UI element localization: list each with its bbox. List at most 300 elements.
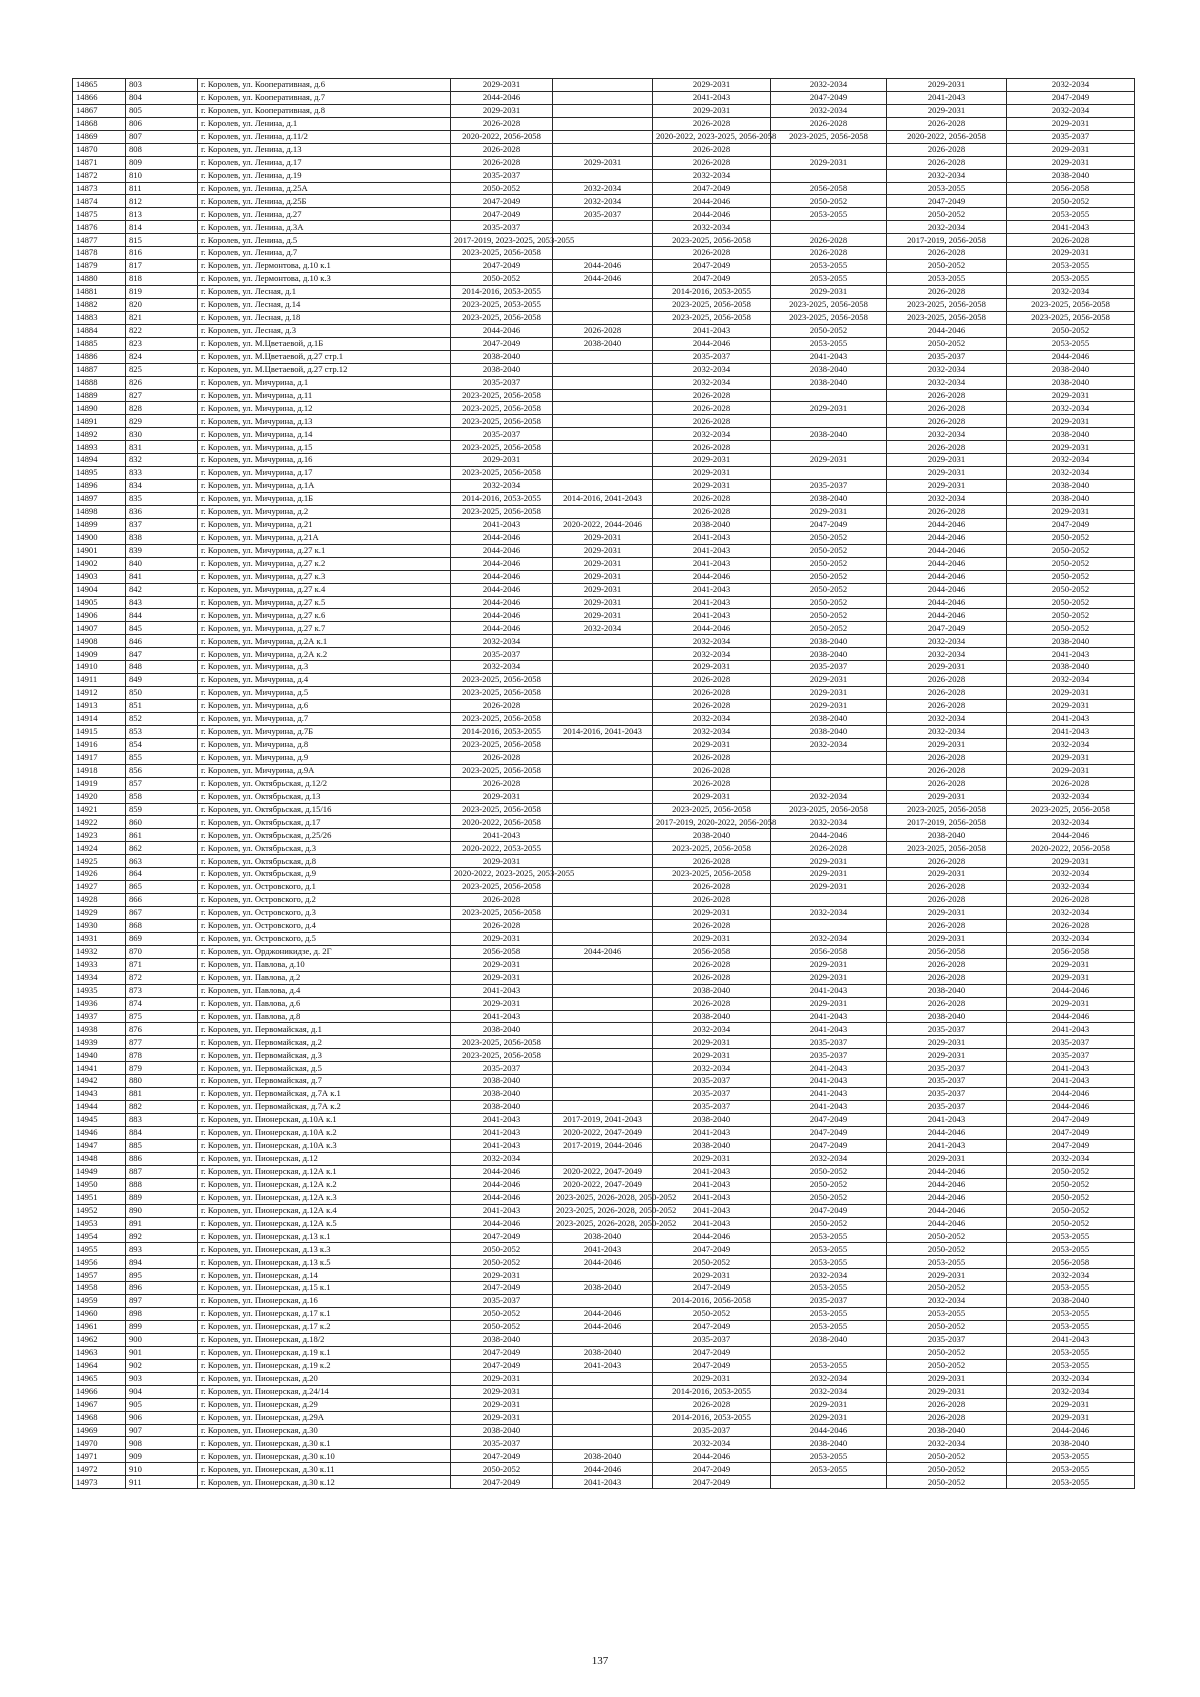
table-row	[73, 919, 1135, 932]
period-3-cell: 2026-2028	[653, 415, 771, 428]
row-number-cell: 14891	[73, 415, 126, 428]
period-4-cell: 2044-2046	[771, 829, 887, 842]
period-2-cell	[553, 881, 653, 894]
period-1-cell: 2041-2043	[451, 1114, 553, 1127]
period-3-cell: 2026-2028	[653, 971, 771, 984]
row-number-cell: 14904	[73, 583, 126, 596]
period-4-cell: 2056-2058	[771, 182, 887, 195]
row-number-cell: 14941	[73, 1062, 126, 1075]
period-1-cell: 2029-2031	[451, 958, 553, 971]
period-6-cell: 2047-2049	[1007, 518, 1135, 531]
table-row	[73, 712, 1135, 725]
address-cell: г. Королев, ул. Мичурина, д.9	[198, 751, 451, 764]
table-row	[73, 1023, 1135, 1036]
period-2-cell	[553, 1424, 653, 1437]
period-3-cell: 2047-2049	[653, 1346, 771, 1359]
period-5-cell: 2053-2055	[887, 273, 1007, 286]
period-2-cell: 2044-2046	[553, 1256, 653, 1269]
period-4-cell: 2050-2052	[771, 622, 887, 635]
period-2-cell	[553, 1372, 653, 1385]
period-1-cell: 2026-2028	[451, 117, 553, 130]
address-cell: г. Королев, ул. Мичурина, д.27 к.3	[198, 570, 451, 583]
address-cell: г. Королев, ул. Лермонтова, д.10 к.1	[198, 260, 451, 273]
period-5-cell: 2026-2028	[887, 751, 1007, 764]
period-6-cell: 2029-2031	[1007, 687, 1135, 700]
period-2-cell: 2044-2046	[553, 945, 653, 958]
period-6-cell: 2032-2034	[1007, 674, 1135, 687]
period-5-cell: 2050-2052	[887, 337, 1007, 350]
period-2-cell	[553, 816, 653, 829]
row-number-cell: 14926	[73, 868, 126, 881]
period-6-cell: 2047-2049	[1007, 1126, 1135, 1139]
period-5-cell: 2026-2028	[887, 958, 1007, 971]
period-4-cell: 2023-2025, 2056-2058	[771, 311, 887, 324]
period-2-cell	[553, 1075, 653, 1088]
period-1-cell: 2014-2016, 2053-2055	[451, 493, 553, 506]
period-4-cell: 2029-2031	[771, 1411, 887, 1424]
period-4-cell	[771, 1476, 887, 1489]
period-1-cell: 2041-2043	[451, 1204, 553, 1217]
period-1-cell: 2026-2028	[451, 894, 553, 907]
period-5-cell: 2026-2028	[887, 674, 1007, 687]
row-number-cell: 14932	[73, 945, 126, 958]
table-row	[73, 143, 1135, 156]
entry-number-cell: 880	[126, 1075, 198, 1088]
table-row	[73, 91, 1135, 104]
entry-number-cell: 832	[126, 454, 198, 467]
table-row	[73, 1424, 1135, 1437]
address-cell: г. Королев, ул. Пионерская, д.12А к.4	[198, 1204, 451, 1217]
period-2-cell	[553, 803, 653, 816]
period-4-cell: 2038-2040	[771, 648, 887, 661]
row-number-cell: 14936	[73, 997, 126, 1010]
period-6-cell: 2020-2022, 2056-2058	[1007, 842, 1135, 855]
period-6-cell: 2053-2055	[1007, 260, 1135, 273]
period-6-cell: 2050-2052	[1007, 622, 1135, 635]
period-4-cell: 2050-2052	[771, 531, 887, 544]
period-3-cell: 2041-2043	[653, 609, 771, 622]
entry-number-cell: 831	[126, 441, 198, 454]
table-row	[73, 1114, 1135, 1127]
period-3-cell: 2014-2016, 2056-2058	[653, 1295, 771, 1308]
period-4-cell: 2029-2031	[771, 687, 887, 700]
period-3-cell: 2044-2046	[653, 1450, 771, 1463]
period-2-cell: 2032-2034	[553, 182, 653, 195]
table-row	[73, 1450, 1135, 1463]
period-6-cell: 2041-2043	[1007, 1333, 1135, 1346]
period-1-cell: 2050-2052	[451, 1463, 553, 1476]
period-5-cell: 2032-2034	[887, 169, 1007, 182]
address-cell: г. Королев, ул. Павлова, д.6	[198, 997, 451, 1010]
row-number-cell: 14928	[73, 894, 126, 907]
row-number-cell: 14916	[73, 738, 126, 751]
period-2-cell: 2029-2031	[553, 156, 653, 169]
table-row	[73, 130, 1135, 143]
period-4-cell: 2050-2052	[771, 583, 887, 596]
period-1-cell: 2023-2025, 2056-2058	[451, 1036, 553, 1049]
address-cell: г. Королев, ул. Пионерская, д.19 к.2	[198, 1359, 451, 1372]
period-6-cell: 2029-2031	[1007, 415, 1135, 428]
row-number-cell: 14943	[73, 1088, 126, 1101]
period-4-cell: 2050-2052	[771, 324, 887, 337]
table-row	[73, 1204, 1135, 1217]
address-cell: г. Королев, ул. Мичурина, д.27 к.5	[198, 596, 451, 609]
period-6-cell: 2053-2055	[1007, 1476, 1135, 1489]
entry-number-cell: 870	[126, 945, 198, 958]
period-2-cell	[553, 350, 653, 363]
row-number-cell: 14950	[73, 1178, 126, 1191]
period-1-cell: 2023-2025, 2056-2058	[451, 803, 553, 816]
period-3-cell: 2026-2028	[653, 687, 771, 700]
row-number-cell: 14898	[73, 505, 126, 518]
table-row	[73, 182, 1135, 195]
row-number-cell: 14905	[73, 596, 126, 609]
address-cell: г. Королев, ул. Октябрьская, д.13	[198, 790, 451, 803]
period-3-cell: 2050-2052	[653, 1256, 771, 1269]
period-5-cell: 2035-2037	[887, 1101, 1007, 1114]
entry-number-cell: 862	[126, 842, 198, 855]
entry-number-cell: 861	[126, 829, 198, 842]
row-number-cell: 14882	[73, 298, 126, 311]
row-number-cell: 14920	[73, 790, 126, 803]
period-2-cell	[553, 169, 653, 182]
entry-number-cell: 835	[126, 493, 198, 506]
row-number-cell: 14948	[73, 1152, 126, 1165]
period-6-cell: 2032-2034	[1007, 104, 1135, 117]
period-6-cell: 2032-2034	[1007, 467, 1135, 480]
row-number-cell: 14866	[73, 91, 126, 104]
table-row	[73, 221, 1135, 234]
period-3-cell: 2026-2028	[653, 402, 771, 415]
table-row	[73, 881, 1135, 894]
period-1-cell: 2035-2037	[451, 428, 553, 441]
period-5-cell: 2044-2046	[887, 324, 1007, 337]
row-number-cell: 14909	[73, 648, 126, 661]
period-6-cell: 2050-2052	[1007, 531, 1135, 544]
period-6-cell: 2035-2037	[1007, 1036, 1135, 1049]
period-3-cell: 2026-2028	[653, 389, 771, 402]
period-5-cell: 2026-2028	[887, 286, 1007, 299]
period-3-cell: 2029-2031	[653, 907, 771, 920]
period-5-cell: 2041-2043	[887, 91, 1007, 104]
row-number-cell: 14871	[73, 156, 126, 169]
period-4-cell: 2029-2031	[771, 674, 887, 687]
period-1-cell: 2047-2049	[451, 1230, 553, 1243]
address-cell: г. Королев, ул. Пионерская, д.30 к.1	[198, 1437, 451, 1450]
period-2-cell	[553, 661, 653, 674]
period-3-cell: 2026-2028	[653, 881, 771, 894]
address-cell: г. Королев, ул. Кооперативная, д.6	[198, 79, 451, 92]
period-2-cell	[553, 1036, 653, 1049]
period-6-cell: 2050-2052	[1007, 1165, 1135, 1178]
period-5-cell: 2032-2034	[887, 428, 1007, 441]
table-row	[73, 1463, 1135, 1476]
entry-number-cell: 851	[126, 700, 198, 713]
address-cell: г. Королев, ул. Пионерская, д.12А к.1	[198, 1165, 451, 1178]
table-row	[73, 324, 1135, 337]
period-3-cell: 2038-2040	[653, 1114, 771, 1127]
period-6-cell: 2032-2034	[1007, 1372, 1135, 1385]
period-6-cell: 2038-2040	[1007, 1295, 1135, 1308]
row-number-cell: 14964	[73, 1359, 126, 1372]
entry-number-cell: 887	[126, 1165, 198, 1178]
period-6-cell: 2053-2055	[1007, 1346, 1135, 1359]
period-3-cell: 2041-2043	[653, 324, 771, 337]
address-cell: г. Королев, ул. Мичурина, д.11	[198, 389, 451, 402]
period-1-cell: 2029-2031	[451, 971, 553, 984]
period-4-cell: 2035-2037	[771, 1295, 887, 1308]
address-cell: г. Королев, ул. М.Цветаевой, д.27 стр.12	[198, 363, 451, 376]
address-cell: г. Королев, ул. Пионерская, д.13 к.3	[198, 1243, 451, 1256]
period-1-cell: 2047-2049	[451, 260, 553, 273]
period-5-cell: 2026-2028	[887, 777, 1007, 790]
period-5-cell: 2029-2031	[887, 932, 1007, 945]
period-4-cell: 2023-2025, 2056-2058	[771, 130, 887, 143]
period-5-cell: 2044-2046	[887, 1204, 1007, 1217]
period-6-cell: 2050-2052	[1007, 544, 1135, 557]
period-2-cell	[553, 363, 653, 376]
period-1-cell: 2023-2025, 2056-2058	[451, 402, 553, 415]
period-4-cell: 2029-2031	[771, 505, 887, 518]
period-2-cell	[553, 751, 653, 764]
period-4-cell: 2029-2031	[771, 1398, 887, 1411]
row-number-cell: 14915	[73, 725, 126, 738]
entry-number-cell: 810	[126, 169, 198, 182]
period-1-cell: 2044-2046	[451, 531, 553, 544]
address-cell: г. Королев, ул. Пионерская, д.16	[198, 1295, 451, 1308]
address-cell: г. Королев, ул. Первомайская, д.2	[198, 1036, 451, 1049]
period-5-cell: 2044-2046	[887, 1217, 1007, 1230]
period-1-cell: 2023-2025, 2056-2058	[451, 415, 553, 428]
period-2-cell	[553, 1411, 653, 1424]
period-2-cell	[553, 777, 653, 790]
row-number-cell: 14947	[73, 1139, 126, 1152]
entry-number-cell: 909	[126, 1450, 198, 1463]
row-number-cell: 14880	[73, 273, 126, 286]
row-number-cell: 14899	[73, 518, 126, 531]
table-row	[73, 1295, 1135, 1308]
row-number-cell: 14968	[73, 1411, 126, 1424]
period-2-cell	[553, 790, 653, 803]
period-2-cell: 2032-2034	[553, 195, 653, 208]
address-cell: г. Королев, ул. Пионерская, д.24/14	[198, 1385, 451, 1398]
period-3-cell: 2044-2046	[653, 1230, 771, 1243]
period-4-cell: 2029-2031	[771, 958, 887, 971]
address-cell: г. Королев, ул. Мичурина, д.13	[198, 415, 451, 428]
period-4-cell: 2032-2034	[771, 907, 887, 920]
period-5-cell: 2020-2022, 2056-2058	[887, 130, 1007, 143]
period-3-cell: 2041-2043	[653, 1204, 771, 1217]
row-number-cell: 14917	[73, 751, 126, 764]
entry-number-cell: 815	[126, 234, 198, 247]
period-4-cell: 2050-2052	[771, 596, 887, 609]
entry-number-cell: 868	[126, 919, 198, 932]
address-cell: г. Королев, ул. Лесная, д.1	[198, 286, 451, 299]
row-number-cell: 14907	[73, 622, 126, 635]
period-2-cell: 2023-2025, 2026-2028, 2050-2052	[553, 1191, 653, 1204]
address-cell: г. Королев, ул. Мичурина, д.27 к.6	[198, 609, 451, 622]
period-3-cell: 2041-2043	[653, 1217, 771, 1230]
entry-number-cell: 890	[126, 1204, 198, 1217]
period-2-cell: 2029-2031	[553, 596, 653, 609]
entry-number-cell: 869	[126, 932, 198, 945]
period-4-cell	[771, 919, 887, 932]
table-row	[73, 557, 1135, 570]
address-cell: г. Королев, ул. Мичурина, д.9А	[198, 764, 451, 777]
entry-number-cell: 858	[126, 790, 198, 803]
period-4-cell: 2044-2046	[771, 1424, 887, 1437]
period-4-cell: 2050-2052	[771, 609, 887, 622]
entry-number-cell: 893	[126, 1243, 198, 1256]
period-2-cell	[553, 1398, 653, 1411]
period-5-cell: 2038-2040	[887, 984, 1007, 997]
period-5-cell: 2026-2028	[887, 855, 1007, 868]
period-6-cell: 2032-2034	[1007, 881, 1135, 894]
entry-number-cell: 900	[126, 1333, 198, 1346]
period-6-cell: 2032-2034	[1007, 1152, 1135, 1165]
period-2-cell	[553, 104, 653, 117]
row-number-cell: 14935	[73, 984, 126, 997]
row-number-cell: 14892	[73, 428, 126, 441]
entry-number-cell: 848	[126, 661, 198, 674]
address-cell: г. Королев, ул. Мичурина, д.21	[198, 518, 451, 531]
period-2-cell	[553, 855, 653, 868]
period-2-cell: 2029-2031	[553, 544, 653, 557]
address-cell: г. Королев, ул. Ленина, д.25Б	[198, 195, 451, 208]
address-cell: г. Королев, ул. Пионерская, д.10А к.3	[198, 1139, 451, 1152]
period-1-cell: 2029-2031	[451, 79, 553, 92]
table-row	[73, 1139, 1135, 1152]
address-cell: г. Королев, ул. Первомайская, д.5	[198, 1062, 451, 1075]
period-4-cell: 2047-2049	[771, 1139, 887, 1152]
entry-number-cell: 812	[126, 195, 198, 208]
period-6-cell: 2029-2031	[1007, 1411, 1135, 1424]
period-4-cell: 2035-2037	[771, 1036, 887, 1049]
period-6-cell: 2041-2043	[1007, 1062, 1135, 1075]
period-5-cell: 2041-2043	[887, 1139, 1007, 1152]
period-3-cell: 2047-2049	[653, 1359, 771, 1372]
period-4-cell: 2038-2040	[771, 363, 887, 376]
period-5-cell: 2044-2046	[887, 1178, 1007, 1191]
period-4-cell: 2041-2043	[771, 350, 887, 363]
row-number-cell: 14901	[73, 544, 126, 557]
entry-number-cell: 903	[126, 1372, 198, 1385]
address-cell: г. Королев, ул. Ленина, д.3А	[198, 221, 451, 234]
table-row	[73, 79, 1135, 92]
row-number-cell: 14966	[73, 1385, 126, 1398]
period-4-cell	[771, 415, 887, 428]
period-3-cell: 2032-2034	[653, 712, 771, 725]
period-5-cell: 2035-2037	[887, 1088, 1007, 1101]
row-number-cell: 14972	[73, 1463, 126, 1476]
period-5-cell: 2032-2034	[887, 712, 1007, 725]
period-1-cell: 2029-2031	[451, 932, 553, 945]
period-6-cell: 2041-2043	[1007, 725, 1135, 738]
period-2-cell: 2038-2040	[553, 1230, 653, 1243]
address-cell: г. Королев, ул. Пионерская, д.30	[198, 1424, 451, 1437]
table-row	[73, 842, 1135, 855]
period-4-cell: 2029-2031	[771, 971, 887, 984]
period-2-cell	[553, 79, 653, 92]
period-1-cell: 2029-2031	[451, 1398, 553, 1411]
period-6-cell: 2041-2043	[1007, 1075, 1135, 1088]
period-1-cell: 2023-2025, 2056-2058	[451, 441, 553, 454]
row-number-cell: 14970	[73, 1437, 126, 1450]
period-5-cell: 2047-2049	[887, 622, 1007, 635]
period-2-cell	[553, 907, 653, 920]
row-number-cell: 14930	[73, 919, 126, 932]
period-1-cell: 2044-2046	[451, 570, 553, 583]
period-4-cell: 2038-2040	[771, 376, 887, 389]
period-6-cell: 2029-2031	[1007, 971, 1135, 984]
table-row	[73, 1333, 1135, 1346]
period-3-cell: 2026-2028	[653, 894, 771, 907]
entry-number-cell: 842	[126, 583, 198, 596]
table-row	[73, 415, 1135, 428]
period-3-cell: 2014-2016, 2053-2055	[653, 1411, 771, 1424]
entry-number-cell: 872	[126, 971, 198, 984]
period-1-cell: 2047-2049	[451, 208, 553, 221]
period-6-cell: 2053-2055	[1007, 1463, 1135, 1476]
period-4-cell: 2050-2052	[771, 1178, 887, 1191]
period-5-cell: 2029-2031	[887, 104, 1007, 117]
period-2-cell	[553, 467, 653, 480]
period-1-cell: 2041-2043	[451, 1010, 553, 1023]
period-1-cell: 2023-2025, 2056-2058	[451, 764, 553, 777]
period-6-cell: 2032-2034	[1007, 738, 1135, 751]
period-1-cell: 2050-2052	[451, 1308, 553, 1321]
table-row	[73, 337, 1135, 350]
table-row	[73, 971, 1135, 984]
entry-number-cell: 901	[126, 1346, 198, 1359]
entry-number-cell: 863	[126, 855, 198, 868]
period-3-cell: 2044-2046	[653, 570, 771, 583]
period-1-cell: 2050-2052	[451, 1256, 553, 1269]
address-cell: г. Королев, ул. Пионерская, д.29	[198, 1398, 451, 1411]
period-4-cell: 2038-2040	[771, 493, 887, 506]
address-cell: г. Королев, ул. Мичурина, д.27 к.1	[198, 544, 451, 557]
period-5-cell: 2044-2046	[887, 596, 1007, 609]
entry-number-cell: 886	[126, 1152, 198, 1165]
period-5-cell: 2029-2031	[887, 738, 1007, 751]
period-6-cell: 2029-2031	[1007, 751, 1135, 764]
entry-number-cell: 821	[126, 311, 198, 324]
table-row	[73, 622, 1135, 635]
period-5-cell: 2029-2031	[887, 79, 1007, 92]
period-2-cell: 2041-2043	[553, 1476, 653, 1489]
entry-number-cell: 857	[126, 777, 198, 790]
entry-number-cell: 803	[126, 79, 198, 92]
entry-number-cell: 867	[126, 907, 198, 920]
period-1-cell: 2032-2034	[451, 1152, 553, 1165]
period-2-cell	[553, 480, 653, 493]
period-1-cell: 2035-2037	[451, 1437, 553, 1450]
address-cell: г. Королев, ул. Мичурина, д.1Б	[198, 493, 451, 506]
address-cell: г. Королев, ул. Мичурина, д.3	[198, 661, 451, 674]
period-6-cell: 2050-2052	[1007, 1217, 1135, 1230]
address-cell: г. Королев, ул. Островского, д.5	[198, 932, 451, 945]
row-number-cell: 14910	[73, 661, 126, 674]
entry-number-cell: 819	[126, 286, 198, 299]
row-number-cell: 14962	[73, 1333, 126, 1346]
row-number-cell: 14874	[73, 195, 126, 208]
entry-number-cell: 876	[126, 1023, 198, 1036]
period-2-cell: 2044-2046	[553, 260, 653, 273]
period-6-cell: 2050-2052	[1007, 324, 1135, 337]
period-3-cell: 2038-2040	[653, 518, 771, 531]
period-3-cell: 2050-2052	[653, 1308, 771, 1321]
entry-number-cell: 897	[126, 1295, 198, 1308]
